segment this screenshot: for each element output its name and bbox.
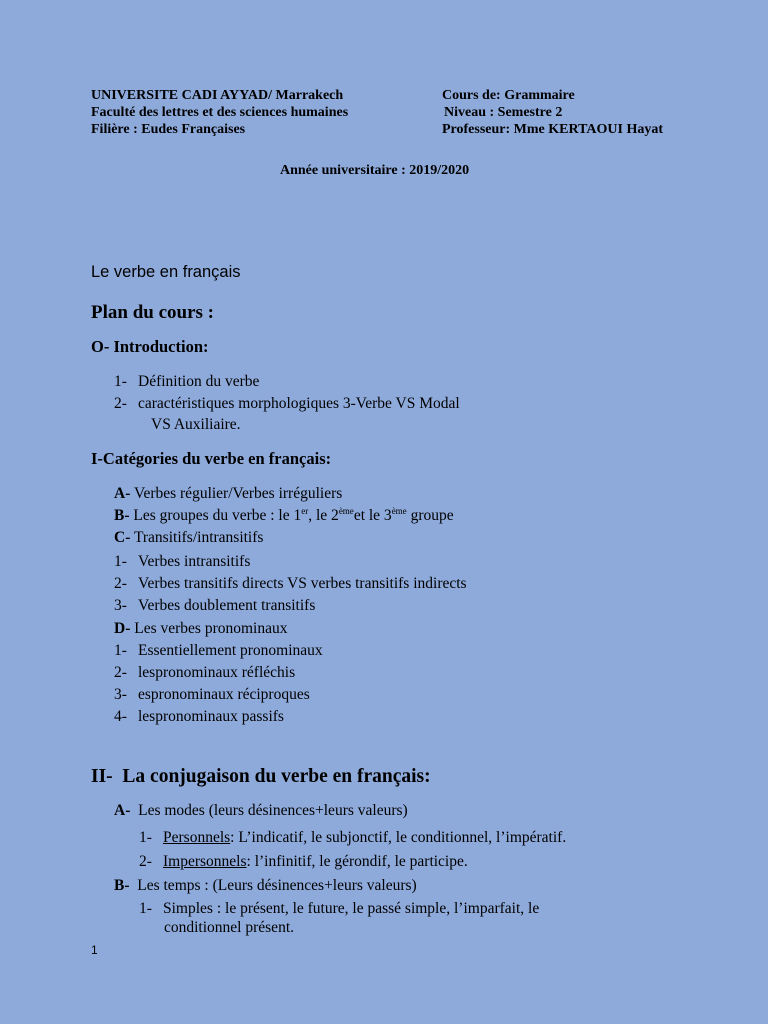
professor: Professeur: Mme KERTAOUI Hayat xyxy=(442,122,664,137)
page-number: 1 xyxy=(91,943,98,957)
faculty-name: Faculté des lettres et des sciences humaines xyxy=(91,105,349,120)
list-item: 1- Personnels: L’indicatif, le subjonctif, le conditionnel, l’impératif. xyxy=(139,829,567,846)
course-name: Cours de: Grammaire xyxy=(442,88,575,103)
list-item-continuation: VS Auxiliaire. xyxy=(151,416,241,433)
list-item: 3- espronominaux réciproques xyxy=(114,686,310,703)
program-name: Filière : Eudes Françaises xyxy=(91,122,246,137)
list-item-B: B- Les groupes du verbe : le 1er, le 2èmeet le 3ème groupe xyxy=(114,506,454,524)
list-item: 1- Définition du verbe xyxy=(114,373,260,390)
list-item-continuation: conditionnel présent. xyxy=(164,919,294,936)
list-item-C: C- Transitifs/intransitifs xyxy=(114,529,264,546)
header-left xyxy=(91,87,348,138)
academic-year: Année universitaire : 2019/2020 xyxy=(280,163,470,178)
section-intro-heading: O- Introduction: xyxy=(91,337,209,356)
list-item: 4- lespronominaux passifs xyxy=(114,708,284,725)
list-item-A: A- Les modes (leurs désinences+leurs valeurs) xyxy=(114,802,408,819)
list-item: 1- Essentiellement pronominaux xyxy=(114,642,323,659)
list-item-A: A- Verbes régulier/Verbes irréguliers xyxy=(114,485,343,502)
list-item: 2- lespronominaux réfléchis xyxy=(114,664,296,681)
section-1-heading: I-Catégories du verbe en français: xyxy=(91,449,332,468)
list-item: 3- Verbes doublement transitifs xyxy=(114,597,316,614)
document-title: Le verbe en français xyxy=(91,263,241,281)
list-item: 2- Verbes transitifs directs VS verbes transitifs indirects xyxy=(114,575,467,592)
university-name: UNIVERSITE CADI AYYAD/ Marrakech xyxy=(91,88,344,103)
list-item-B: B- Les temps : (Leurs désinences+leurs valeurs) xyxy=(114,877,417,894)
list-item: 2- caractéristiques morphologiques 3-Verbe VS Modal xyxy=(114,395,460,412)
list-item: 2- Impersonnels: l’infinitif, le gérondif, le participe. xyxy=(139,853,468,870)
list-item: 1- Verbes intransitifs xyxy=(114,553,251,570)
list-item: 1- Simples : le présent, le future, le passé simple, l’imparfait, le xyxy=(139,900,540,917)
plan-heading: Plan du cours : xyxy=(91,302,214,323)
level: Niveau : Semestre 2 xyxy=(444,105,563,120)
list-item-D: D- Les verbes pronominaux xyxy=(114,620,288,637)
header-right xyxy=(442,87,663,138)
section-2-heading: II- La conjugaison du verbe en français: xyxy=(91,766,431,787)
